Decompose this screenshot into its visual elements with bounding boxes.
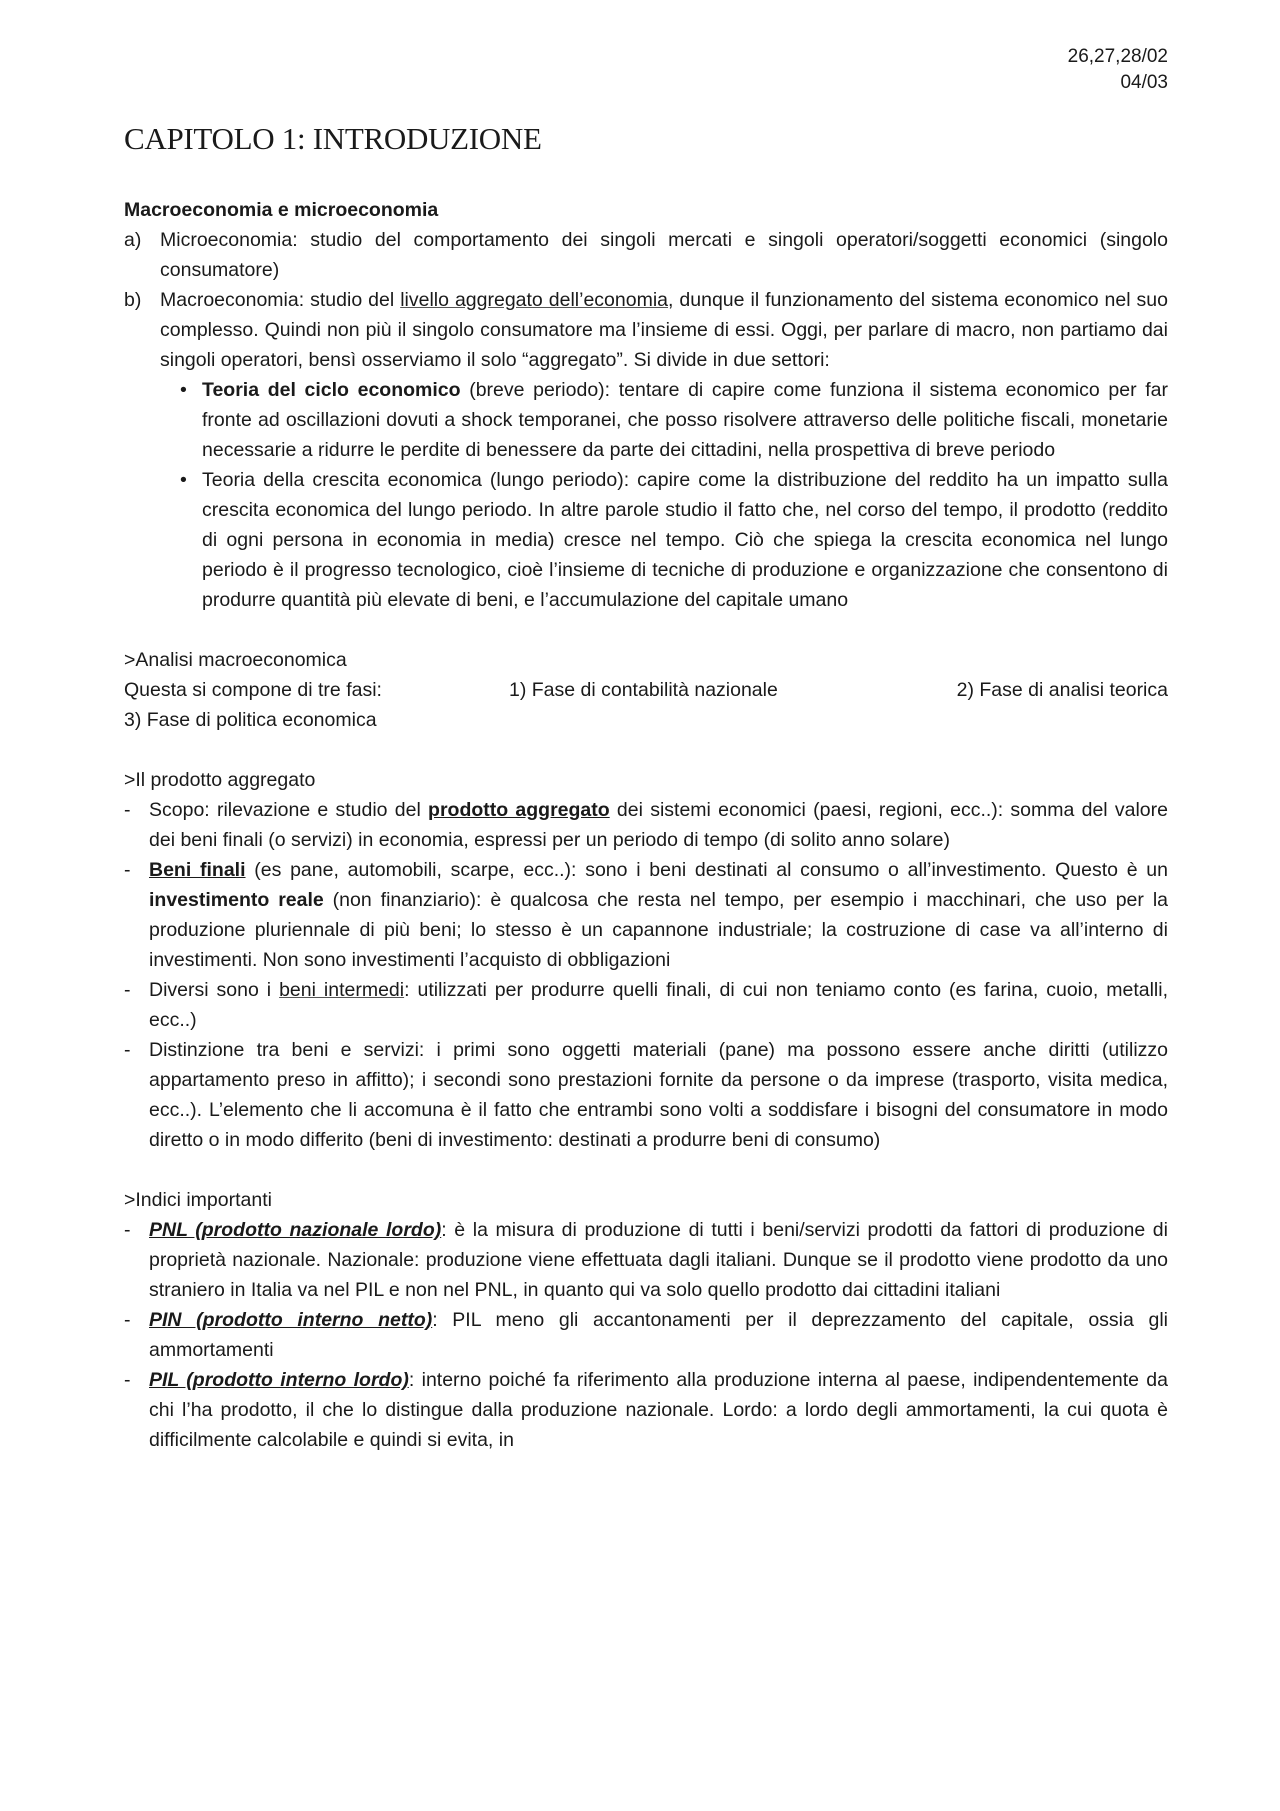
date-block (1068, 44, 1168, 96)
text-run: Macroeconomia: studio del (160, 289, 401, 311)
text-run: (non finanziario): è qualcosa che resta nel tempo, per esempio i macchinari, che uso per la produzione pluriennale di più beni; lo stesso è un capannone industriale; la costruzione di case va all’interno di investimenti. Non sono investimenti l’acquisto di obbligazioni (149, 889, 1168, 971)
text-run: : interno poiché fa riferimento alla produzione interna al paese, indipendentemente da chi l’ha prodotto, il che lo distingue dalla produzione nazionale. Lordo: a lordo degli ammortamenti, la cui quota è difficilmente calcolabile e quindi si evita, in (149, 1369, 1168, 1451)
text-run: : PIL meno gli accantonamenti per il deprezzamento del capitale, ossia gli ammortamenti (149, 1309, 1168, 1361)
text-run: : utilizzati per produrre quelli finali, di cui non teniamo conto (es farina, cuoio, metalli, ecc..) (149, 979, 1168, 1031)
dash-item-beni-finali (124, 855, 1168, 975)
chapter-title: CAPITOLO 1: INTRODUZIONE (124, 121, 542, 156)
date-line-2: 04/03 (1120, 72, 1168, 93)
text-run: Scopo: rilevazione e studio del (149, 799, 429, 821)
dash-item-pil (124, 1365, 1168, 1455)
dash-item-scopo (124, 795, 1168, 855)
dash-item-beni-intermedi (124, 975, 1168, 1035)
dash-marker: - (124, 1369, 131, 1391)
section-heading-prodotto: >Il prodotto aggregato (124, 769, 316, 791)
bullet-icon: • (180, 379, 187, 401)
phase-2: 2) Fase di analisi teorica (956, 679, 1168, 701)
dash-text (149, 795, 1168, 855)
underlined-term: beni intermedi (279, 979, 405, 1001)
phase-1: 1) Fase di contabilità nazionale (509, 679, 778, 701)
section-heading-indici: >Indici importanti (124, 1189, 272, 1211)
term-pnl: PNL (prodotto nazionale lordo) (149, 1219, 442, 1241)
dash-marker: - (124, 1039, 131, 1061)
dash-text: Distinzione tra beni e servizi: i primi sono oggetti materiali (pane) ma possono essere anche diritti (utilizzo appartamento preso in affitto); i secondi sono prestazioni fornite da persone o da imprese (trasporto, visita medica, ecc..). L’elemento che li accomuna è il fatto che entrambi sono volti a soddisfare i bisogni del consumatore in modo diretto o in modo differito (beni di investimento: destinati a produrre beni di consumo) (149, 1039, 1168, 1151)
dash-item-pnl (124, 1215, 1168, 1305)
dash-text (149, 1305, 1168, 1365)
dash-marker: - (124, 979, 131, 1001)
dash-text (149, 1215, 1168, 1305)
text-run: (es pane, automobili, scarpe, ecc..): sono i beni destinati al consumo o all’investimento. Questo è un (245, 859, 1168, 881)
dash-item-pin (124, 1305, 1168, 1365)
dash-item-distinzione (124, 1035, 1168, 1155)
text-run: dei sistemi economici (paesi, regioni, ecc..): somma del valore dei beni finali (o servizi) in economia, espressi per un periodo di tempo (di solito anno solare) (149, 799, 1168, 851)
bold-term: investimento reale (149, 889, 324, 911)
bullet-text: Teoria della crescita economica (lungo periodo): capire come la distribuzione del reddito ha un impatto sulla crescita economica del lungo periodo. In altre parole studio il fatto che, nel corso del tempo, il prodotto (reddito di ogni persona in economia in media) cresce nel tempo. Ciò che spiega la crescita economica nel lungo periodo è il progresso tecnologico, cioè l’insieme di tecniche di produzione e organizzazione che consentono di produrre quantità più elevate di beni, e l’accumulazione del capitale umano (202, 469, 1168, 611)
text-run: (breve periodo): tentare di capire come funziona il sistema economico per far fronte ad oscillazioni dovuti a shock temporanei, che posso risolvere attraverso delle politiche fiscali, monetarie necessarie a ridurre le perdite di benessere da parte dei cittadini, nella prospettiva di breve periodo (202, 379, 1169, 461)
bold-underlined-term: prodotto aggregato (428, 799, 610, 821)
dash-marker: - (124, 859, 131, 881)
text-run: , dunque il funzionamento del sistema economico nel suo complesso. Quindi non più il singolo consumatore ma l’insieme di essi. Oggi, per parlare di macro, non partiamo dai singoli operatori, bensì osserviamo il solo “aggregato”. Si divide in due settori: (160, 289, 1168, 371)
phases-row (124, 675, 1168, 705)
term-pin: PIN (prodotto interno netto) (149, 1309, 433, 1331)
dash-text (149, 855, 1168, 975)
dash-text (149, 1365, 1168, 1455)
list-text (160, 285, 1168, 375)
dash-marker: - (124, 1309, 131, 1331)
list-text: Microeconomia: studio del comportamento dei singoli mercati e singoli operatori/soggetti economici (singolo consumatore) (160, 229, 1168, 281)
text-run: : è la misura di produzione di tutti i beni/servizi prodotti da fattori di produzione di proprietà nazionale. Nazionale: produzione viene effettuata dagli italiani. Dunque se il prodotto viene prodotto da uno straniero in Italia va nel PIL e non nel PNL, in quanto qui va solo quello prodotto dai cittadini italiani (149, 1219, 1168, 1301)
bold-underlined-term: Beni finali (149, 859, 246, 881)
term-pil: PIL (prodotto interno lordo) (149, 1369, 409, 1391)
date-line-1: 26,27,28/02 (1067, 46, 1168, 67)
list-item-a (124, 225, 1168, 285)
list-marker: a) (124, 229, 142, 251)
bullet-text (202, 375, 1168, 465)
dash-marker: - (124, 1219, 131, 1241)
phase-3: 3) Fase di politica economica (124, 709, 377, 731)
bullet-item-crescita (180, 465, 1168, 615)
list-marker: b) (124, 289, 142, 311)
bullet-item-ciclo (180, 375, 1168, 465)
document-body (124, 195, 1168, 1455)
underlined-term: livello aggregato dell’economia (400, 289, 669, 311)
dash-text (149, 975, 1168, 1035)
section-heading-macro-micro: Macroeconomia e microeconomia (124, 199, 439, 221)
text-run: Diversi sono i (149, 979, 280, 1001)
section-heading-analisi: >Analisi macroeconomica (124, 649, 347, 671)
bullet-icon: • (180, 469, 187, 491)
dash-marker: - (124, 799, 131, 821)
phases-intro: Questa si compone di tre fasi: (124, 679, 382, 701)
bold-term: Teoria del ciclo economico (202, 379, 461, 401)
list-item-b (124, 285, 1168, 375)
